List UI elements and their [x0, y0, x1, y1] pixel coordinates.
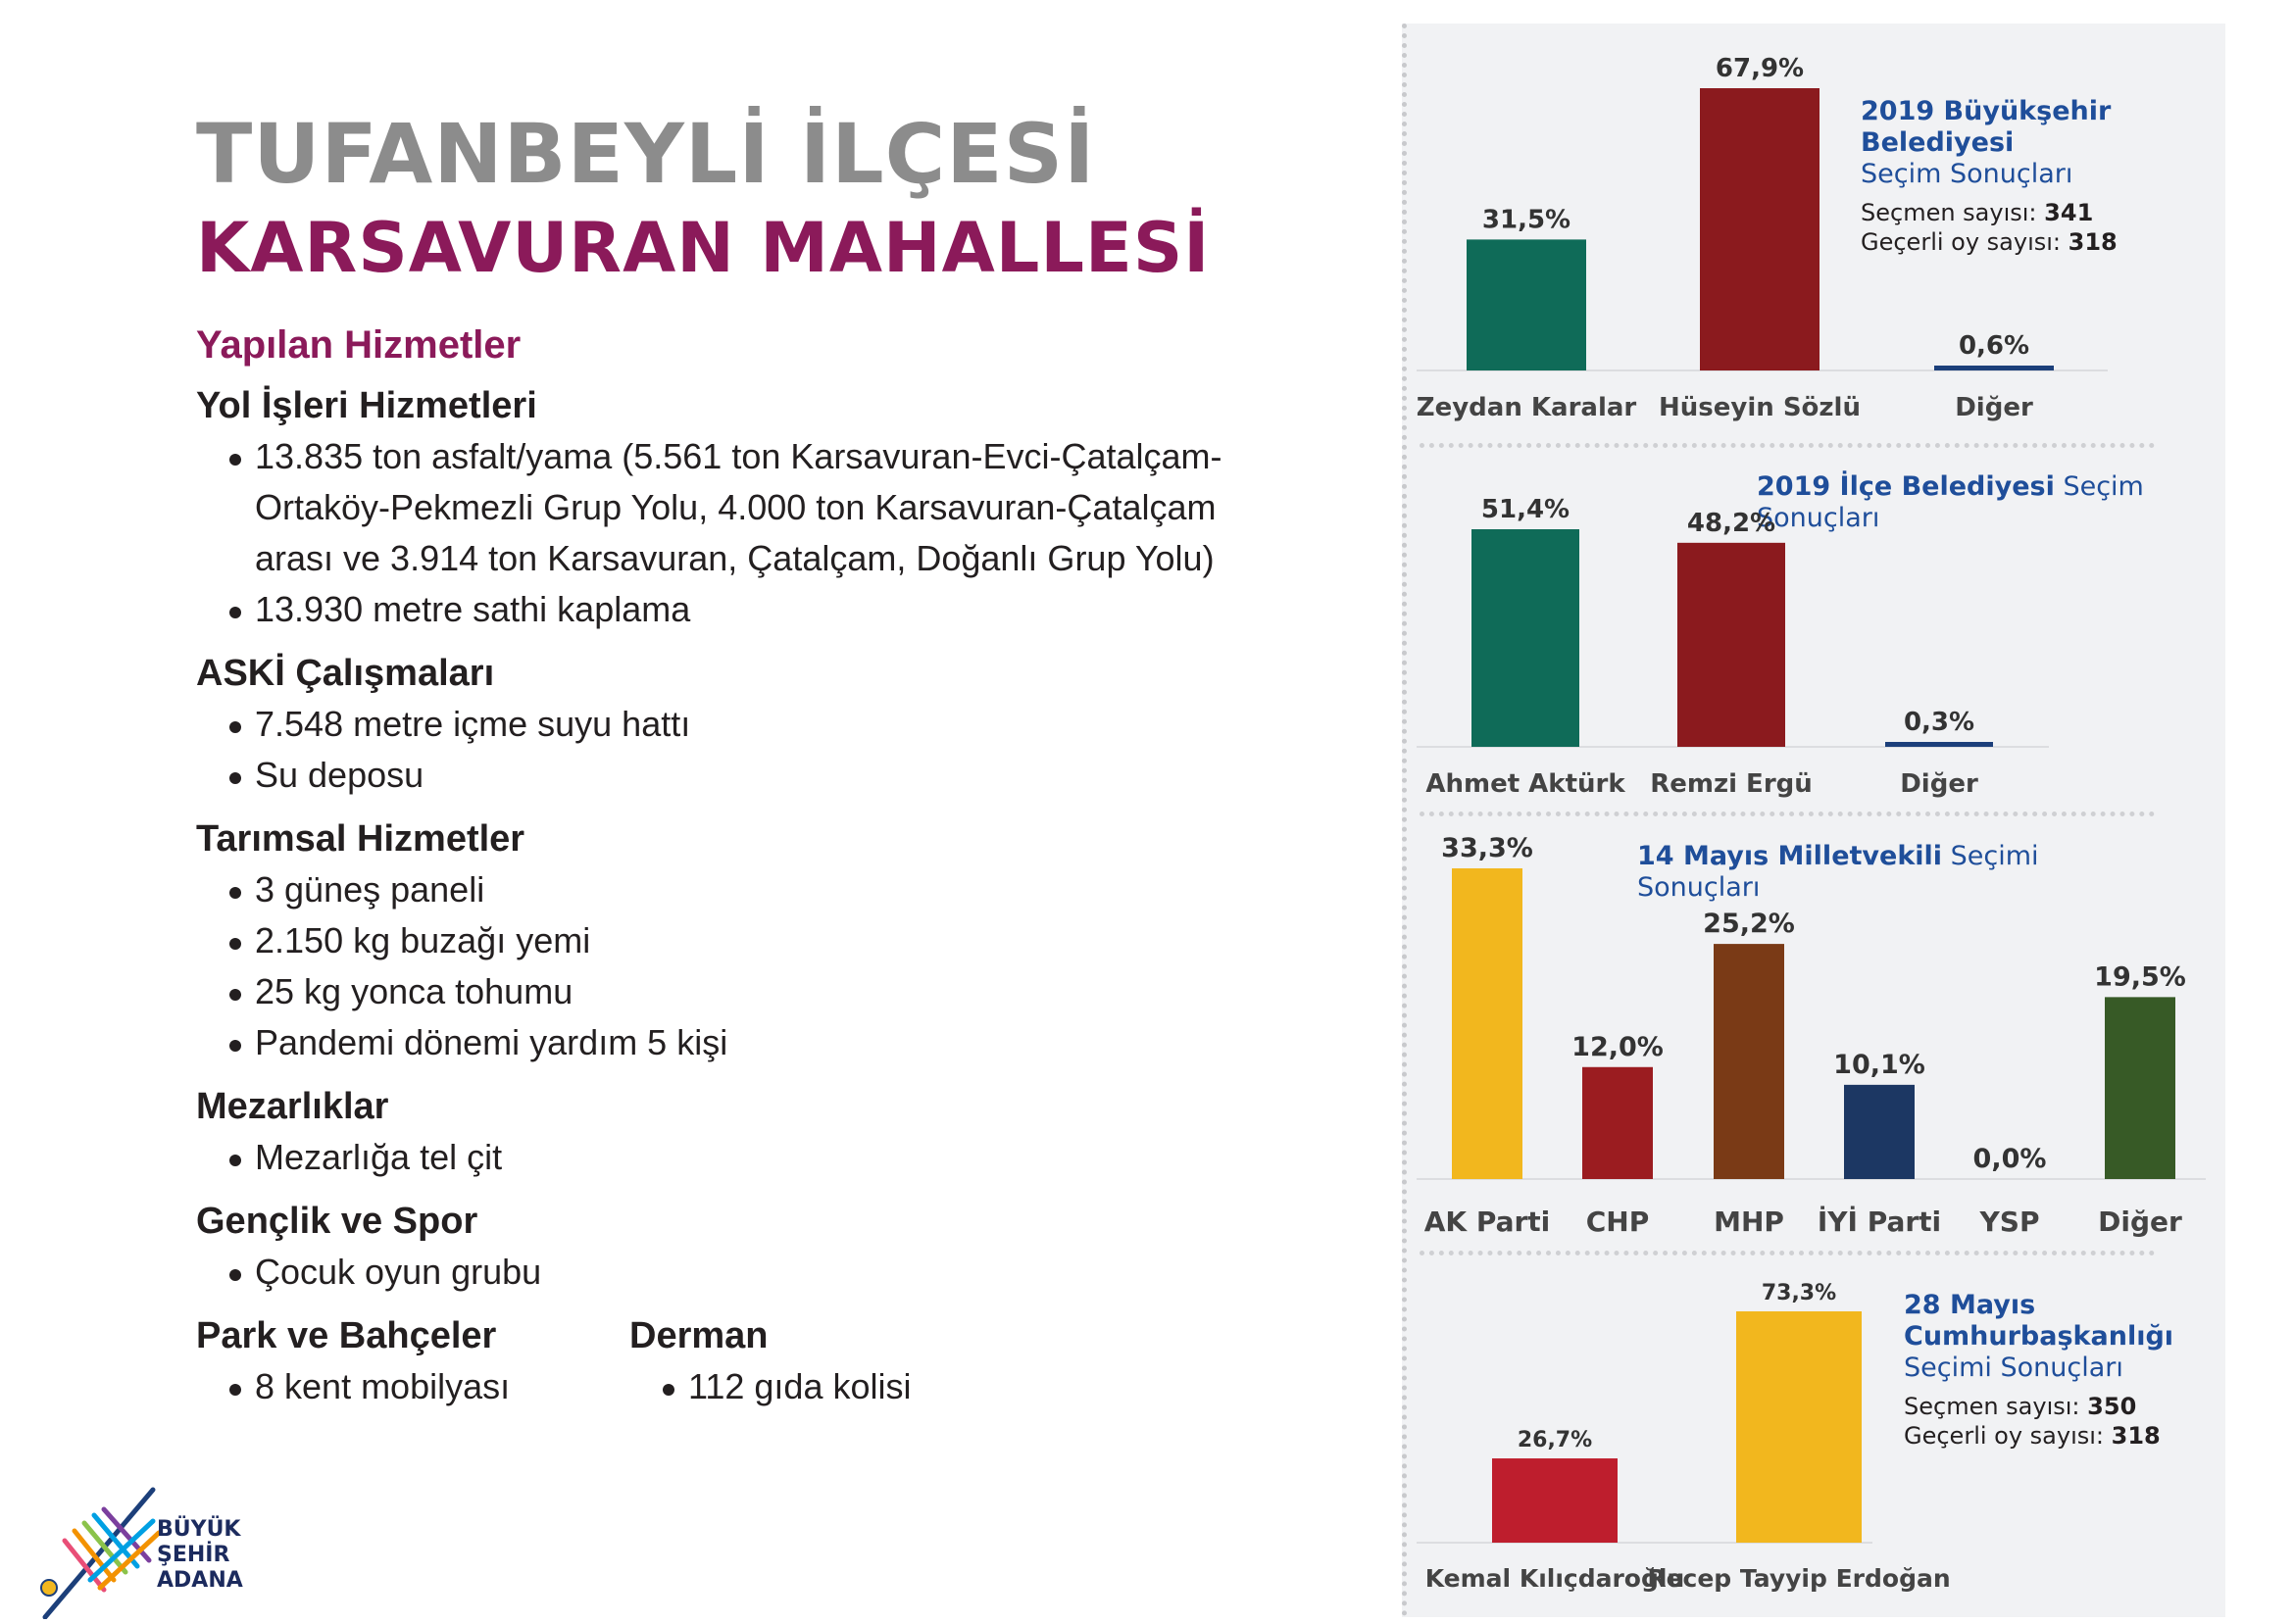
bar-value-label: 10,1%	[1833, 1049, 1925, 1080]
chart4-title-bold: 28 Mayıs Cumhurbaşkanlığı	[1904, 1290, 2174, 1352]
category-label: Ahmet Aktürk	[1425, 769, 1625, 799]
service-item: 25 kg yonca tohumu	[227, 966, 1235, 1017]
bar-ahmet-aktürk	[1471, 529, 1579, 747]
logo-text-line1: BÜYÜK	[157, 1517, 241, 1542]
category-label: Kemal Kılıçdaroğlu	[1424, 1564, 1685, 1593]
chart1-title-rest: Seçim Sonuçları	[1861, 159, 2073, 189]
bar-diğer	[1934, 366, 2054, 370]
chart4-valid-label: Geçerli oy sayısı:	[1904, 1422, 2105, 1450]
service-section-title: Park ve Bahçeler	[196, 1315, 497, 1356]
logo-text-line3: ADANA	[157, 1568, 243, 1593]
chart1-valid-label: Geçerli oy sayısı:	[1861, 228, 2062, 256]
category-label: MHP	[1714, 1206, 1784, 1238]
chart1-title-bold: 2019 Büyükşehir Belediyesi	[1861, 96, 2112, 158]
bar-mhp	[1714, 944, 1784, 1179]
bar-value-label: 25,2%	[1703, 909, 1795, 940]
service-item: Pandemi dönemi yardım 5 kişi	[227, 1017, 1235, 1068]
bar-value-label: 26,7%	[1517, 1428, 1593, 1453]
logo-text-line2: ŞEHİR	[157, 1543, 230, 1567]
bar-recep-tayyip-erdoğan	[1736, 1311, 1862, 1543]
page-title-neighborhood: KARSAVURAN MAHALLESİ	[196, 208, 1211, 288]
bar-value-label: 67,9%	[1715, 54, 1805, 83]
category-label: Diğer	[1900, 769, 1978, 799]
bar-value-label: 33,3%	[1441, 833, 1533, 863]
category-label: Diğer	[1955, 393, 2033, 422]
chart4-voters-label: Seçmen sayısı:	[1904, 1393, 2080, 1420]
category-label: AK Parti	[1423, 1206, 1551, 1238]
chart2-title-bold: 2019 İlçe Belediyesi	[1757, 471, 2055, 502]
bar-value-label: 48,2%	[1686, 508, 1776, 538]
service-item: 3 güneş paneli	[227, 864, 1235, 915]
page-title-district: TUFANBEYLİ İLÇESİ	[196, 106, 1096, 202]
bar-remzi-ergü	[1677, 543, 1785, 747]
service-section-title: Mezarlıklar	[196, 1086, 389, 1127]
category-label: Hüseyin Sözlü	[1659, 393, 1861, 422]
bar-diğer	[1885, 742, 1993, 747]
service-section-title: Gençlik ve Spor	[196, 1201, 478, 1242]
bar-value-label: 51,4%	[1480, 495, 1570, 524]
bar-value-label: 0,6%	[1958, 331, 2030, 361]
service-item: 8 kent mobilyası	[227, 1361, 629, 1412]
service-item: 112 gıda kolisi	[661, 1361, 911, 1412]
chart3-title-bold: 14 Mayıs Milletvekili	[1637, 841, 1943, 871]
bar-i̇yi̇-parti	[1844, 1085, 1915, 1179]
service-item: 13.930 metre sathi kaplama	[227, 584, 1235, 635]
category-label: Zeydan Karalar	[1416, 393, 1637, 422]
chart3-title-rest: Seçimi Sonuçları	[1637, 841, 2039, 903]
category-label: Recep Tayyip Erdoğan	[1647, 1564, 1951, 1593]
service-section-title: ASKİ Çalışmaları	[196, 653, 495, 694]
service-item: 2.150 kg buzağı yemi	[227, 915, 1235, 966]
chart4-valid-value: 318	[2111, 1422, 2161, 1450]
service-section-title: Derman	[629, 1315, 769, 1356]
bar-hüseyin-sözlü	[1700, 88, 1819, 370]
chart1-valid-value: 318	[2068, 228, 2118, 256]
chart1-voters-label: Seçmen sayısı:	[1861, 199, 2037, 226]
service-item: 7.548 metre içme suyu hattı	[227, 699, 1235, 750]
category-label: Remzi Ergü	[1650, 769, 1813, 799]
service-item: 13.835 ton asfalt/yama (5.561 ton Karsavuran-Evci-Çatalçam-Ortaköy-Pekmezli Grup Yolu, 4.000 ton Karsavuran-Çatalçam arası ve 3.914 ton Karsavuran, Çatalçam, Doğanlı Grup Yolu)	[227, 431, 1235, 584]
chart2-title-rest: Seçim Sonuçları	[1757, 471, 2144, 533]
bar-value-label: 31,5%	[1481, 205, 1571, 235]
chart4-voters-value: 350	[2087, 1393, 2137, 1420]
service-section-title: Tarımsal Hizmetler	[196, 818, 525, 860]
bar-value-label: 73,3%	[1761, 1281, 1837, 1305]
bar-ak-parti	[1452, 868, 1522, 1179]
bar-value-label: 0,0%	[1972, 1144, 2047, 1174]
service-item: Çocuk oyun grubu	[227, 1247, 1235, 1298]
bar-kemal-kılıçdaroğlu	[1492, 1458, 1618, 1543]
chart4-title-rest: Seçimi Sonuçları	[1904, 1353, 2123, 1383]
services-heading: Yapılan Hizmetler	[196, 323, 522, 367]
service-item: Mezarlığa tel çit	[227, 1132, 1235, 1183]
category-label: CHP	[1585, 1206, 1650, 1238]
bar-chp	[1582, 1067, 1653, 1179]
category-label: İYİ Parti	[1817, 1206, 1942, 1238]
bar-zeydan-karalar	[1467, 239, 1586, 370]
category-label: YSP	[1979, 1206, 2040, 1238]
chart1-voters-value: 341	[2044, 199, 2094, 226]
service-section-title: Yol İşleri Hizmetleri	[196, 385, 537, 426]
service-item: Su deposu	[227, 750, 1235, 801]
bar-value-label: 0,3%	[1903, 708, 1975, 737]
bar-value-label: 12,0%	[1571, 1031, 1664, 1062]
bar-value-label: 19,5%	[2094, 961, 2186, 993]
category-label: Diğer	[2098, 1206, 2182, 1238]
bar-diğer	[2105, 997, 2175, 1179]
